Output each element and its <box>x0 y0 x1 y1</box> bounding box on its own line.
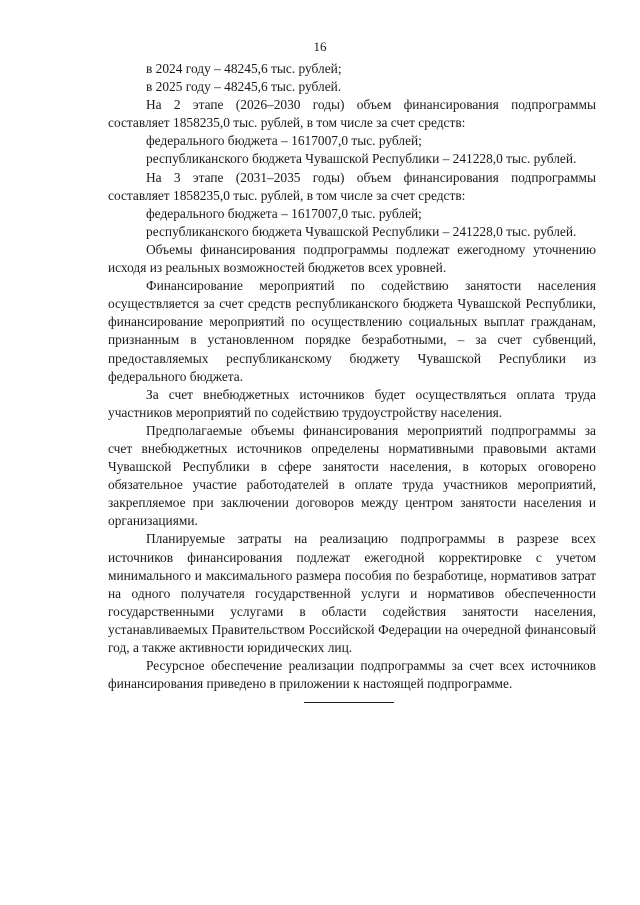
paragraph-stage-3-federal: федерального бюджета – 1617007,0 тыс. рублей; <box>146 205 422 221</box>
paragraph-stage-3: На 3 этапе (2031–2035 годы) объем финансирования подпрограммы составляет 1858235,0 тыс. рублей, в том числе за счет средств: <box>108 169 596 203</box>
paragraph-stage-2-republic: республиканского бюджета Чувашской Республики – 241228,0 тыс. рублей. <box>146 151 577 167</box>
paragraph-annual-refinement: Объемы финансирования подпрограммы подлежат ежегодному уточнению исходя из реальных возможностей бюджетов всех уровней. <box>108 241 596 276</box>
paragraph-extrabudgetary-volumes: Предполагаемые объемы финансирования мероприятий подпрограммы за счет внебюджетных источников определены нормативными правовыми актами Чувашской Республики в сфере занятости населения, в которых оговорено обязательное участие работодателей в оплате труда участников мероприятий, закрепляемое при заключении договоров между центром занятости населения и организациями. <box>108 422 596 529</box>
paragraph-employment-financing: Финансирование мероприятий по содействию занятости населения осуществляется за счет средств республиканского бюджета Чувашской Республики, финансирование мероприятий по осуществлению социальных выплат гражданам, признанным в установленном порядке безработными, – за счет субвенций, предоставляемых республиканскому бюджету Чувашской Республики из федерального бюджета. <box>108 278 596 384</box>
paragraph-stage-2: На 2 этапе (2026–2030 годы) объем финансирования подпрограммы составляет 1858235,0 тыс. рублей, в том числе за счет средств: <box>108 97 596 131</box>
page-number: 16 <box>313 39 327 54</box>
paragraph-funding-2025: в 2025 году – 48245,6 тыс. рублей. <box>146 79 342 95</box>
body-text <box>108 60 596 693</box>
paragraph-stage-3-republic: республиканского бюджета Чувашской Республики – 241228,0 тыс. рублей. <box>146 223 577 239</box>
paragraph-stage-2-federal: федерального бюджета – 1617007,0 тыс. рублей; <box>146 133 422 149</box>
paragraph-extrabudgetary-labor: За счет внебюджетных источников будет осуществляться оплата труда участников мероприятий по содействию трудоустройству населения. <box>108 386 596 420</box>
paragraph-resource-support: Ресурсное обеспечение реализации подпрограммы за счет всех источников финансирования приведено в приложении к настоящей подпрограмме. <box>108 658 596 692</box>
paragraph-planned-costs: Планируемые затраты на реализацию подпрограммы в разрезе всех источников финансирования подлежат ежегодной корректировке с учетом минимального и максимального размера пособия по безработице, нормативов затрат на одного получателя государственной услуги и нормативов обеспеченности государственными услугами в области содействия занятости населения, устанавливаемых Правительством Российской Федерации на очередной финансовый год, а также активности юридических лиц. <box>108 531 596 655</box>
paragraph-funding-2024: в 2024 году – 48245,6 тыс. рублей; <box>146 61 342 76</box>
separator-line <box>304 702 394 703</box>
